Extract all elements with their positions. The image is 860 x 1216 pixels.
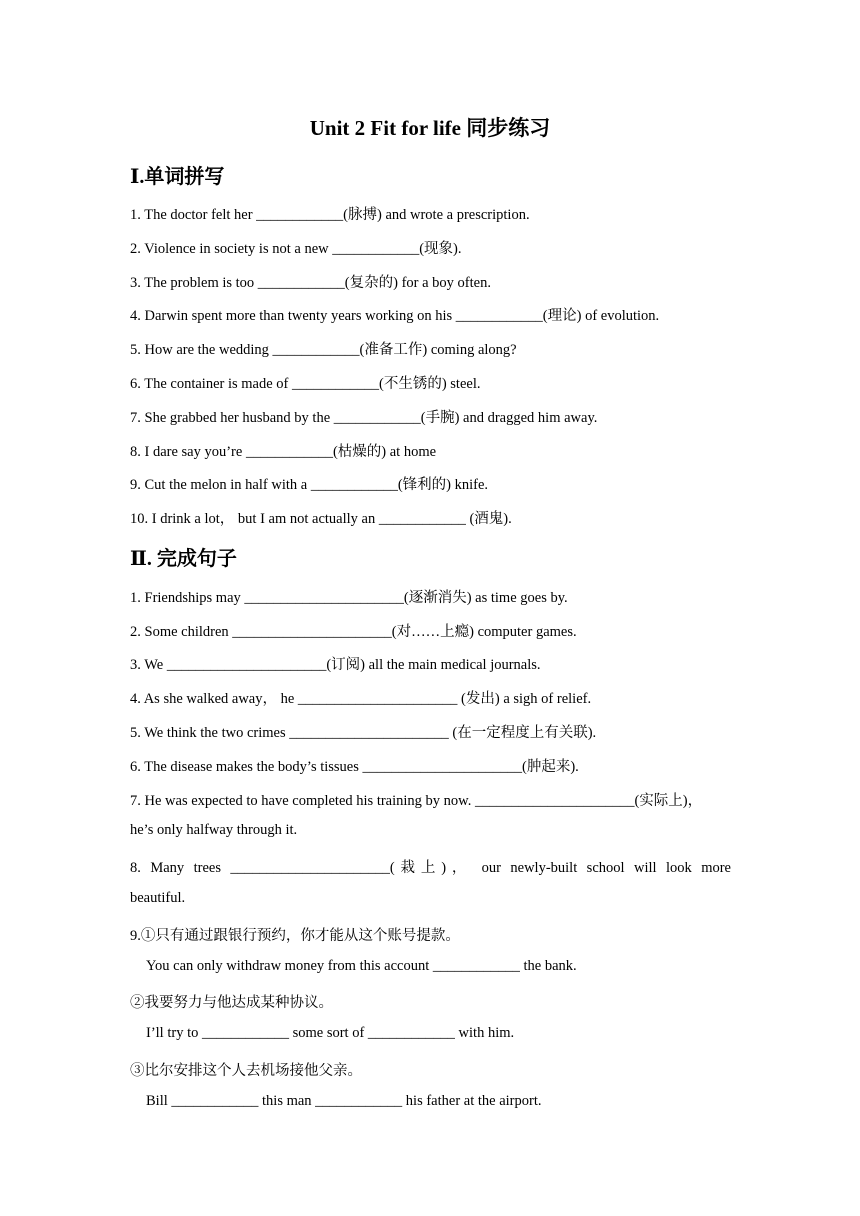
question-1-7: 7. She grabbed her husband by the ____________(手腕) and dragged him away. bbox=[130, 410, 598, 426]
question-1-2: 2. Violence in society is not a new ____________(现象). bbox=[130, 241, 462, 257]
question-2-4: 4. As she walked away， he ______________________ (发出) a sigh of relief. bbox=[130, 691, 592, 707]
question-2-5: 5. We think the two crimes ______________________ (在一定程度上有关联). bbox=[130, 725, 597, 741]
question-2-9-prompt-3: ③比尔安排这个人去机场接他父亲。 bbox=[130, 1063, 362, 1079]
section-2-heading: Ⅱ. 完成句子 bbox=[130, 548, 237, 570]
question-2-9-prompt-2: ②我要努力与他达成某种协议。 bbox=[130, 995, 333, 1011]
question-2-2: 2. Some children ______________________(对……上瘾) computer games. bbox=[130, 624, 577, 640]
question-1-5: 5. How are the wedding ____________(准备工作) coming along? bbox=[130, 342, 517, 358]
question-2-8-continued: beautiful. bbox=[130, 890, 186, 906]
page-title: Unit 2 Fit for life 同步练习 bbox=[309, 116, 551, 140]
section-1-heading: Ⅰ.单词拼写 bbox=[130, 166, 225, 188]
question-1-4: 4. Darwin spent more than twenty years working on his ____________(理论) of evolution. bbox=[130, 308, 660, 324]
question-1-1: 1. The doctor felt her ____________(脉搏) and wrote a prescription. bbox=[130, 207, 530, 223]
question-1-10: 10. I drink a lot， but I am not actually an ____________ (酒鬼). bbox=[130, 511, 512, 527]
question-2-8: 8. Many trees ______________________(栽上)， our newly-built school will look more bbox=[130, 860, 731, 876]
question-2-3: 3. We ______________________(订阅) all the main medical journals. bbox=[130, 657, 541, 673]
question-1-3: 3. The problem is too ____________(复杂的) for a boy often. bbox=[130, 275, 491, 291]
question-2-7-continued: he’s only halfway through it. bbox=[130, 822, 298, 838]
question-2-9-sentence-2: I’ll try to ____________ some sort of ____________ with him. bbox=[146, 1025, 515, 1041]
question-2-9-sentence-3: Bill ____________ this man ____________ his father at the airport. bbox=[146, 1093, 542, 1109]
question-1-8: 8. I dare say you’re ____________(枯燥的) at home bbox=[130, 444, 437, 460]
question-2-9-prompt-1: 9.①只有通过跟银行预约，你才能从这个账号提款。 bbox=[130, 928, 460, 944]
question-2-9-sentence-1: You can only withdraw money from this account ____________ the bank. bbox=[146, 958, 577, 974]
question-1-9: 9. Cut the melon in half with a ____________(锋利的) knife. bbox=[130, 477, 489, 493]
question-2-1: 1. Friendships may ______________________(逐渐消失) as time goes by. bbox=[130, 590, 568, 606]
question-2-6: 6. The disease makes the body’s tissues ______________________(肿起来). bbox=[130, 759, 579, 775]
question-1-6: 6. The container is made of ____________(不生锈的) steel. bbox=[130, 376, 481, 392]
question-2-7: 7. He was expected to have completed his training by now. ______________________(实际上)， bbox=[130, 793, 703, 809]
